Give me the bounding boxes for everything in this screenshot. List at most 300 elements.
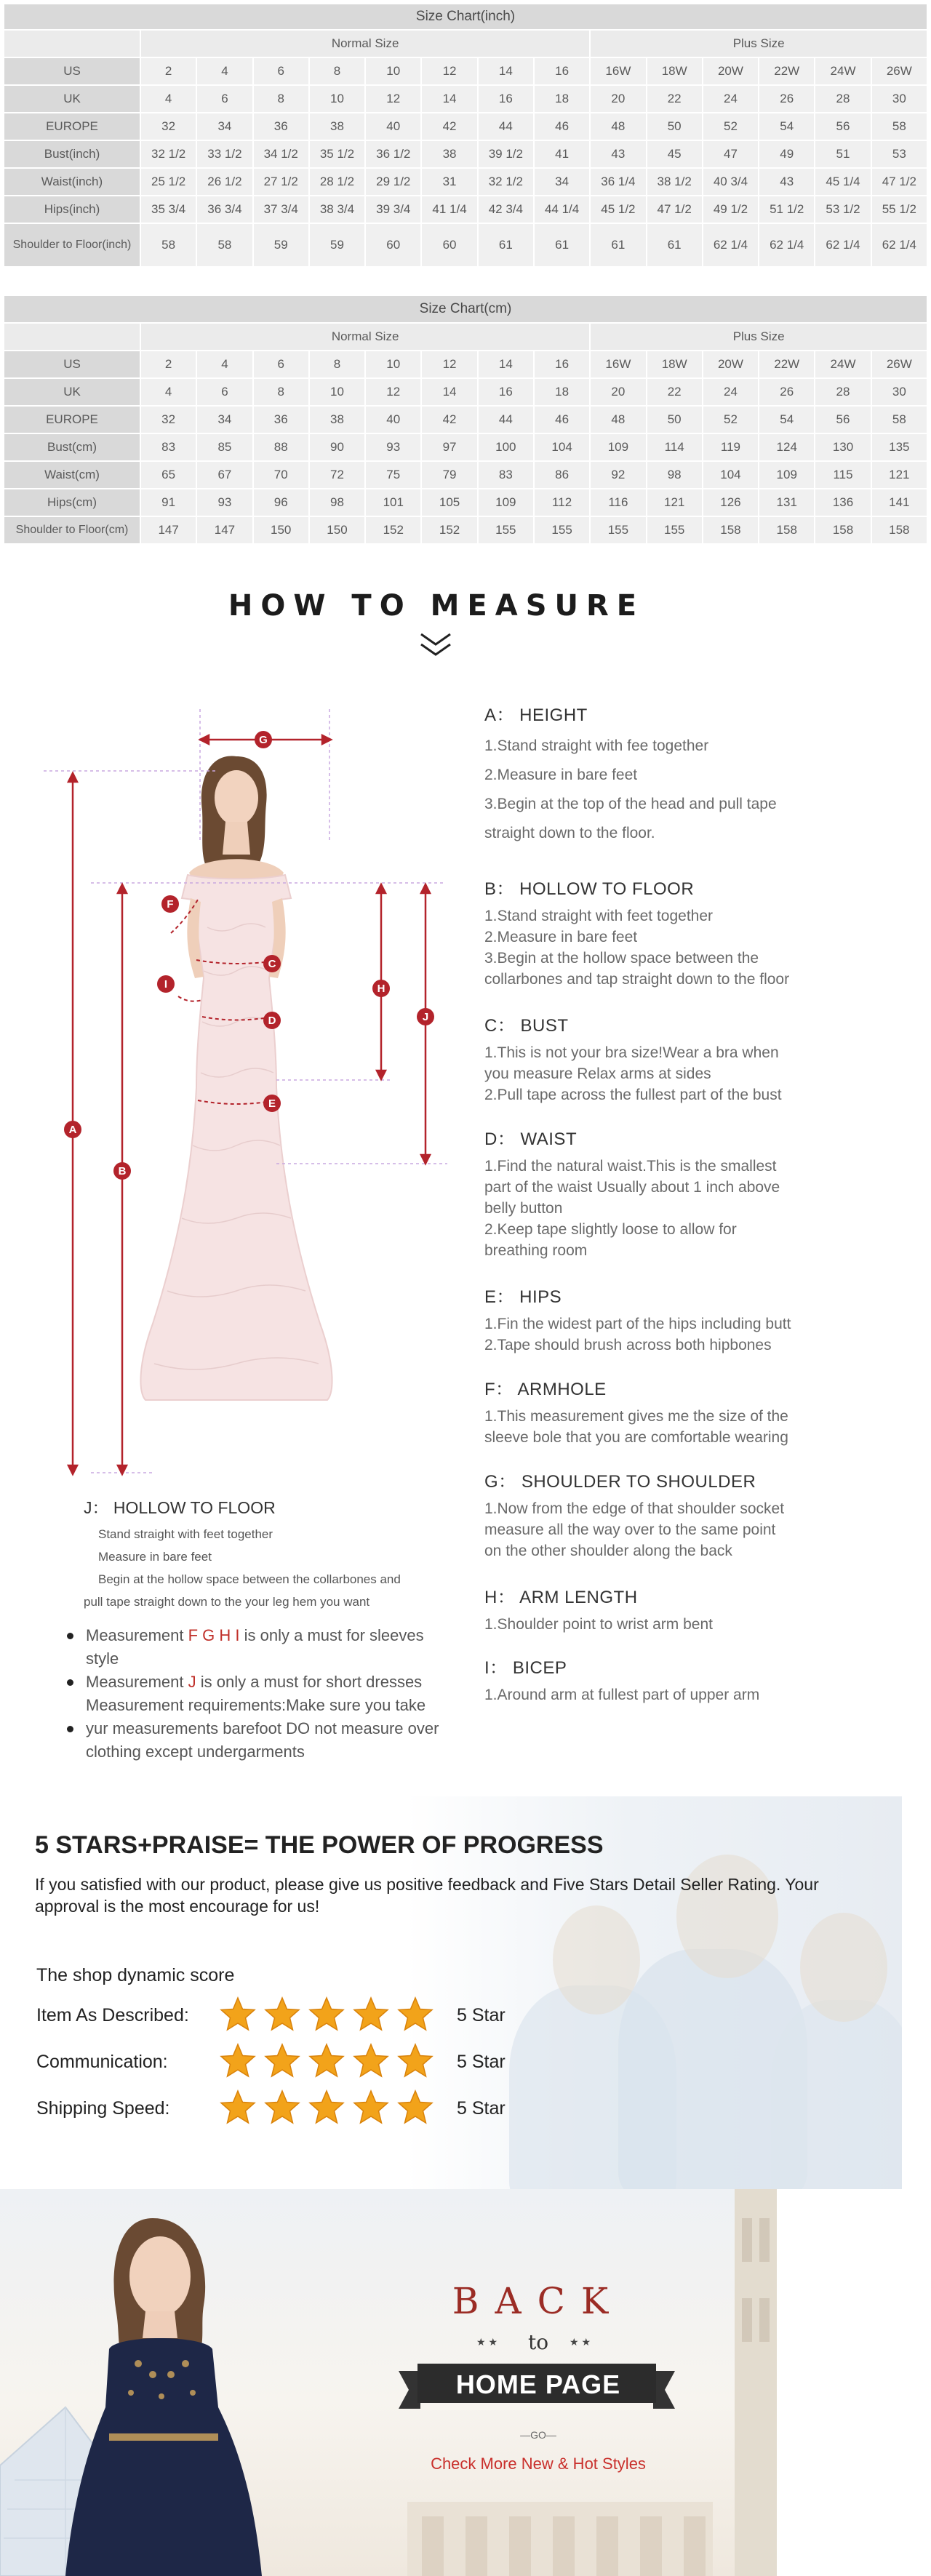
table-cell: 47 1/2 [871, 168, 927, 196]
measure-section-shoulder [484, 1467, 892, 1561]
section-line: 3.Begin at the hollow space between the [484, 950, 759, 967]
table-cell: 158 [815, 516, 871, 544]
table-row [4, 378, 927, 406]
table-cell: 98 [309, 489, 365, 516]
svg-text:A: A [68, 1124, 77, 1136]
star-icon [308, 2043, 345, 2079]
star-icon [308, 2089, 345, 2126]
table-cell: 38 [309, 113, 365, 140]
table-cell: 62 1/4 [759, 223, 815, 267]
measure-section-waist [484, 1124, 892, 1261]
background-person [771, 2000, 902, 2189]
table-cell: 29 1/2 [365, 168, 421, 196]
section-line: 1.This is not your bra size!Wear a bra when [484, 1044, 779, 1061]
table-cell: 22W [759, 57, 815, 85]
measure-section-height [484, 700, 892, 848]
table-cell: 8 [309, 57, 365, 85]
table-cell: 10 [365, 351, 421, 378]
feedback-banner [0, 1796, 902, 2189]
star-icon [264, 1996, 300, 2033]
star-icon [220, 2089, 256, 2126]
row-label: Bust(inch) [4, 140, 140, 168]
section-line: 1.Stand straight with fee together [484, 737, 709, 754]
star-rating [220, 2043, 441, 2081]
marker-c [263, 955, 281, 972]
section-heading: D： WAIST [484, 1129, 578, 1149]
star-icon [397, 2089, 433, 2126]
table-row [4, 516, 927, 544]
marker-a [64, 1121, 81, 1138]
table-cell: 60 [365, 223, 421, 267]
section-line: on the other shoulder along the back [484, 1543, 732, 1559]
table-cell: 26 1/2 [196, 168, 252, 196]
section-line: 1.This measurement gives me the size of the [484, 1408, 788, 1425]
table-cell: 26W [871, 351, 927, 378]
svg-text:I: I [164, 978, 168, 991]
section-heading: E： HIPS [484, 1287, 562, 1307]
section-line: 1.Stand straight with feet together [484, 908, 714, 924]
table-cell: 86 [534, 461, 590, 489]
table-cell: 130 [815, 433, 871, 461]
table-cell: 75 [365, 461, 421, 489]
table-cell: 62 1/4 [871, 223, 927, 267]
table-cell: 12 [365, 378, 421, 406]
section-line: you measure Relax arms at sides [484, 1065, 711, 1082]
table-cell: 35 3/4 [140, 196, 196, 223]
section-line: measure all the way over to the same point [484, 1521, 776, 1538]
table-cell: 136 [815, 489, 871, 516]
table-cell: 20 [590, 378, 646, 406]
plus-size-header: Plus Size [590, 30, 927, 57]
rating-value: 5 Star [457, 2005, 506, 2025]
table-cell: 42 [421, 113, 477, 140]
section-line: 2.Keep tape slightly loose to allow for [484, 1221, 737, 1238]
table-cell: 52 [703, 406, 759, 433]
star-icon [220, 2043, 256, 2079]
section-heading: B： HOLLOW TO FLOOR [484, 879, 695, 899]
table-cell: 158 [703, 516, 759, 544]
table-cell: 49 [759, 140, 815, 168]
table-cell: 54 [759, 406, 815, 433]
table-cell: 70 [253, 461, 309, 489]
table-cell: 42 3/4 [478, 196, 534, 223]
section-heading: F： ARMHOLE [484, 1380, 607, 1399]
table-cell: 22 [647, 378, 703, 406]
marker-e [263, 1095, 281, 1112]
table-cell: 124 [759, 433, 815, 461]
table-cell: 40 [365, 113, 421, 140]
table-cell: 44 [478, 406, 534, 433]
row-label: US [4, 57, 140, 85]
table-cell: 46 [534, 406, 590, 433]
table-cell: 24 [703, 378, 759, 406]
section-line: 2.Measure in bare feet [484, 767, 638, 783]
rating-value: 5 Star [457, 2098, 506, 2119]
table-cell: 4 [140, 85, 196, 113]
star-icon [220, 1996, 256, 2033]
table-cell: 116 [590, 489, 646, 516]
table-cell: 32 [140, 113, 196, 140]
back-title: BACK [452, 2280, 625, 2322]
row-label: US [4, 351, 140, 378]
row-label: Bust(cm) [4, 433, 140, 461]
table-cell: 58 [196, 223, 252, 267]
table-cell: 38 [421, 140, 477, 168]
table-row [4, 406, 927, 433]
table-cell: 32 1/2 [140, 140, 196, 168]
marker-j [417, 1008, 434, 1025]
star-icon [264, 2043, 300, 2079]
row-label: Hips(cm) [4, 489, 140, 516]
table-cell: 18W [647, 57, 703, 85]
section-line: breathing room [484, 1242, 588, 1259]
double-chevron-down-icon [418, 631, 453, 659]
table-cell: 36 [253, 406, 309, 433]
table-cell: 40 3/4 [703, 168, 759, 196]
table-cell: 53 [871, 140, 927, 168]
table-cell: 24 [703, 85, 759, 113]
table-title: Size Chart(cm) [4, 295, 927, 323]
table-cell: 150 [309, 516, 365, 544]
to-text: to [527, 2330, 549, 2354]
table-cell: 12 [421, 351, 477, 378]
table-cell: 61 [647, 223, 703, 267]
table-cell: 147 [140, 516, 196, 544]
table-cell: 109 [478, 489, 534, 516]
table-cell: 26 [759, 85, 815, 113]
table-cell: 50 [647, 406, 703, 433]
note-item [44, 1671, 458, 1717]
svg-text:C: C [268, 958, 276, 970]
star-icon [397, 1996, 433, 2033]
go-decoration-icon: —GO— [520, 2429, 556, 2441]
measure-section-bust [484, 1011, 892, 1105]
table-cell: 24W [815, 57, 871, 85]
table-cell: 12 [365, 85, 421, 113]
row-label: Hips(inch) [4, 196, 140, 223]
star-decoration-icon: ★★ [476, 2336, 501, 2348]
section-line: 1.Now from the edge of that shoulder socket [484, 1500, 785, 1517]
table-cell: 16 [534, 351, 590, 378]
row-label: UK [4, 85, 140, 113]
table-cell: 38 3/4 [309, 196, 365, 223]
table-row [4, 461, 927, 489]
section-heading: C： BUST [484, 1016, 569, 1036]
section-line: 1.Around arm at fullest part of upper arm [484, 1687, 760, 1703]
table-cell: 47 [703, 140, 759, 168]
table-cell: 48 [590, 113, 646, 140]
table-cell: 61 [534, 223, 590, 267]
svg-text:J: J [422, 1011, 429, 1023]
table-cell: 55 1/2 [871, 196, 927, 223]
table-cell: 33 1/2 [196, 140, 252, 168]
table-corner [4, 323, 140, 351]
table-cell: 10 [365, 57, 421, 85]
measure-section-bicep [484, 1653, 892, 1705]
table-cell: 4 [140, 378, 196, 406]
table-cell: 109 [590, 433, 646, 461]
table-cell: 43 [759, 168, 815, 196]
table-cell: 58 [871, 406, 927, 433]
table-cell: 85 [196, 433, 252, 461]
table-cell: 96 [253, 489, 309, 516]
table-corner [4, 30, 140, 57]
star-rating [220, 1996, 441, 2034]
table-cell: 8 [253, 85, 309, 113]
table-cell: 58 [140, 223, 196, 267]
marker-b [113, 1162, 131, 1180]
back-to-home-banner[interactable] [0, 2189, 777, 2576]
home-page-link[interactable]: HOME PAGE [455, 2369, 621, 2399]
section-heading: H： ARM LENGTH [484, 1588, 638, 1607]
table-cell: 34 [196, 406, 252, 433]
table-cell: 51 [815, 140, 871, 168]
table-cell: 45 1/2 [590, 196, 646, 223]
table-cell: 109 [759, 461, 815, 489]
section-line: part of the waist Usually about 1 inch above [484, 1179, 780, 1196]
star-icon [264, 2089, 300, 2126]
note-highlight: J [188, 1673, 196, 1691]
rating-row [36, 2089, 618, 2127]
table-cell: 90 [309, 433, 365, 461]
table-cell: 20W [703, 57, 759, 85]
table-row [4, 140, 927, 168]
row-label: EUROPE [4, 406, 140, 433]
table-cell: 36 1/2 [365, 140, 421, 168]
star-icon [353, 2043, 389, 2079]
section-line: collarbones and tap straight down to the floor [484, 971, 790, 988]
section-line: straight down to the floor. [484, 825, 655, 841]
measurement-figure [29, 709, 458, 1495]
table-cell: 115 [815, 461, 871, 489]
table-cell: 56 [815, 406, 871, 433]
table-cell: 158 [759, 516, 815, 544]
measure-section-arm-length [484, 1583, 892, 1635]
table-cell: 20W [703, 351, 759, 378]
check-more-link[interactable]: Check More New & Hot Styles [431, 2455, 646, 2473]
table-cell: 41 1/4 [421, 196, 477, 223]
table-cell: 14 [478, 351, 534, 378]
table-cell: 51 1/2 [759, 196, 815, 223]
row-label: Waist(cm) [4, 461, 140, 489]
table-cell: 35 1/2 [309, 140, 365, 168]
table-cell: 30 [871, 378, 927, 406]
table-cell: 24W [815, 351, 871, 378]
note-item [44, 1624, 458, 1671]
table-cell: 26W [871, 57, 927, 85]
section-heading: I： BICEP [484, 1658, 567, 1678]
table-cell: 59 [253, 223, 309, 267]
table-cell: 10 [309, 378, 365, 406]
table-row [4, 113, 927, 140]
table-cell: 93 [365, 433, 421, 461]
normal-size-header: Normal Size [140, 323, 590, 351]
table-cell: 25 1/2 [140, 168, 196, 196]
table-cell: 104 [534, 433, 590, 461]
table-cell: 16W [590, 57, 646, 85]
normal-size-header: Normal Size [140, 30, 590, 57]
table-cell: 4 [196, 351, 252, 378]
table-cell: 114 [647, 433, 703, 461]
table-cell: 38 [309, 406, 365, 433]
table-cell: 36 1/4 [590, 168, 646, 196]
table-cell: 16 [478, 85, 534, 113]
section-line: 2.Tape should brush across both hipbones [484, 1337, 772, 1353]
rating-label: Item As Described: [36, 2005, 189, 2025]
table-cell: 8 [253, 378, 309, 406]
size-chart-inch-table [3, 3, 928, 268]
table-cell: 121 [647, 489, 703, 516]
table-cell: 34 [534, 168, 590, 196]
table-cell: 49 1/2 [703, 196, 759, 223]
rating-label: Shipping Speed: [36, 2098, 170, 2119]
table-cell: 97 [421, 433, 477, 461]
table-cell: 48 [590, 406, 646, 433]
table-cell: 152 [365, 516, 421, 544]
table-cell: 41 [534, 140, 590, 168]
table-cell: 72 [309, 461, 365, 489]
note-text: Measurement [86, 1673, 188, 1691]
section-line: 2.Pull tape across the fullest part of the bust [484, 1087, 782, 1103]
table-row [4, 223, 927, 267]
section-heading: A： HEIGHT [484, 705, 588, 725]
measure-section-armhole [484, 1375, 892, 1448]
table-cell: 18 [534, 85, 590, 113]
table-cell: 43 [590, 140, 646, 168]
table-cell: 39 1/2 [478, 140, 534, 168]
table-cell: 121 [871, 461, 927, 489]
table-row [4, 168, 927, 196]
section-line: 1.Find the natural waist.This is the smallest [484, 1158, 777, 1175]
table-cell: 52 [703, 113, 759, 140]
svg-text:E: E [268, 1097, 276, 1110]
table-cell: 14 [421, 378, 477, 406]
section-heading: J： HOLLOW TO FLOOR [84, 1498, 276, 1517]
table-cell: 12 [421, 57, 477, 85]
star-icon [308, 1996, 345, 2033]
table-cell: 100 [478, 433, 534, 461]
svg-text:B: B [118, 1165, 127, 1177]
section-line: pull tape straight down to the your leg hem you want [84, 1595, 370, 1609]
table-cell: 37 3/4 [253, 196, 309, 223]
table-cell: 28 [815, 85, 871, 113]
table-cell: 141 [871, 489, 927, 516]
rating-value: 5 Star [457, 2052, 506, 2072]
table-cell: 40 [365, 406, 421, 433]
table-cell: 50 [647, 113, 703, 140]
measure-section-j [84, 1495, 462, 1613]
table-cell: 152 [421, 516, 477, 544]
table-cell: 60 [421, 223, 477, 267]
table-cell: 54 [759, 113, 815, 140]
table-cell: 2 [140, 57, 196, 85]
rating-row [36, 1996, 618, 2034]
table-body [4, 57, 927, 267]
table-cell: 56 [815, 113, 871, 140]
shop-score-label: The shop dynamic score [36, 1965, 235, 1985]
measure-section-hips [484, 1282, 892, 1356]
section-line: Measure in bare feet [98, 1550, 212, 1564]
table-cell: 20 [590, 85, 646, 113]
table-cell: 91 [140, 489, 196, 516]
section-line: Begin at the hollow space between the collarbones and [98, 1572, 401, 1586]
svg-text:D: D [268, 1015, 276, 1027]
table-cell: 155 [478, 516, 534, 544]
table-cell: 158 [871, 516, 927, 544]
row-label: UK [4, 378, 140, 406]
table-body [4, 351, 927, 544]
table-cell: 83 [478, 461, 534, 489]
marker-d [263, 1012, 281, 1029]
row-label: Waist(inch) [4, 168, 140, 196]
star-decoration-icon: ★★ [570, 2336, 594, 2348]
table-cell: 67 [196, 461, 252, 489]
note-text: yur measurements barefoot DO not measure over clothing except undergarments [86, 1719, 439, 1761]
table-cell: 93 [196, 489, 252, 516]
feedback-title: 5 STARS+PRAISE= THE POWER OF PROGRESS [35, 1831, 604, 1859]
table-cell: 30 [871, 85, 927, 113]
section-line: 1.Fin the widest part of the hips including butt [484, 1316, 791, 1332]
table-cell: 58 [871, 113, 927, 140]
table-cell: 6 [196, 378, 252, 406]
table-cell: 155 [647, 516, 703, 544]
marker-i [157, 975, 175, 993]
star-icon [353, 1996, 389, 2033]
section-line: 2.Measure in bare feet [484, 929, 638, 945]
feedback-text: If you satisfied with our product, please give us positive feedback and Five Stars Detail Seller Rating. Your approval is the most encourage for us! [35, 1875, 819, 1916]
table-cell: 14 [421, 85, 477, 113]
table-cell: 112 [534, 489, 590, 516]
table-title: Size Chart(inch) [4, 4, 927, 30]
section-line: belly button [484, 1200, 563, 1217]
table-cell: 16 [478, 378, 534, 406]
table-cell: 79 [421, 461, 477, 489]
table-cell: 65 [140, 461, 196, 489]
rating-label: Communication: [36, 2052, 168, 2072]
plus-size-header: Plus Size [590, 323, 927, 351]
table-cell: 53 1/2 [815, 196, 871, 223]
note-item [44, 1717, 458, 1764]
table-cell: 27 1/2 [253, 168, 309, 196]
table-cell: 8 [309, 351, 365, 378]
table-cell: 36 [253, 113, 309, 140]
table-cell: 147 [196, 516, 252, 544]
model-silhouette [140, 756, 332, 1400]
table-cell: 22W [759, 351, 815, 378]
section-line: sleeve bole that you are comfortable wearing [484, 1429, 788, 1446]
table-cell: 42 [421, 406, 477, 433]
table-cell: 28 [815, 378, 871, 406]
svg-text:H: H [377, 983, 385, 995]
table-cell: 32 1/2 [478, 168, 534, 196]
rating-row [36, 2043, 618, 2081]
table-cell: 61 [478, 223, 534, 267]
table-cell: 62 1/4 [815, 223, 871, 267]
note-text: is only a must for sleeves style [86, 1626, 424, 1668]
table-cell: 14 [478, 57, 534, 85]
svg-text:F: F [167, 898, 174, 911]
table-cell: 18W [647, 351, 703, 378]
star-rating [220, 2089, 441, 2127]
table-row [4, 196, 927, 223]
table-row [4, 57, 927, 85]
table-cell: 18 [534, 378, 590, 406]
table-cell: 44 [478, 113, 534, 140]
table-row [4, 433, 927, 461]
table-cell: 155 [534, 516, 590, 544]
table-cell: 26 [759, 378, 815, 406]
table-cell: 34 [196, 113, 252, 140]
